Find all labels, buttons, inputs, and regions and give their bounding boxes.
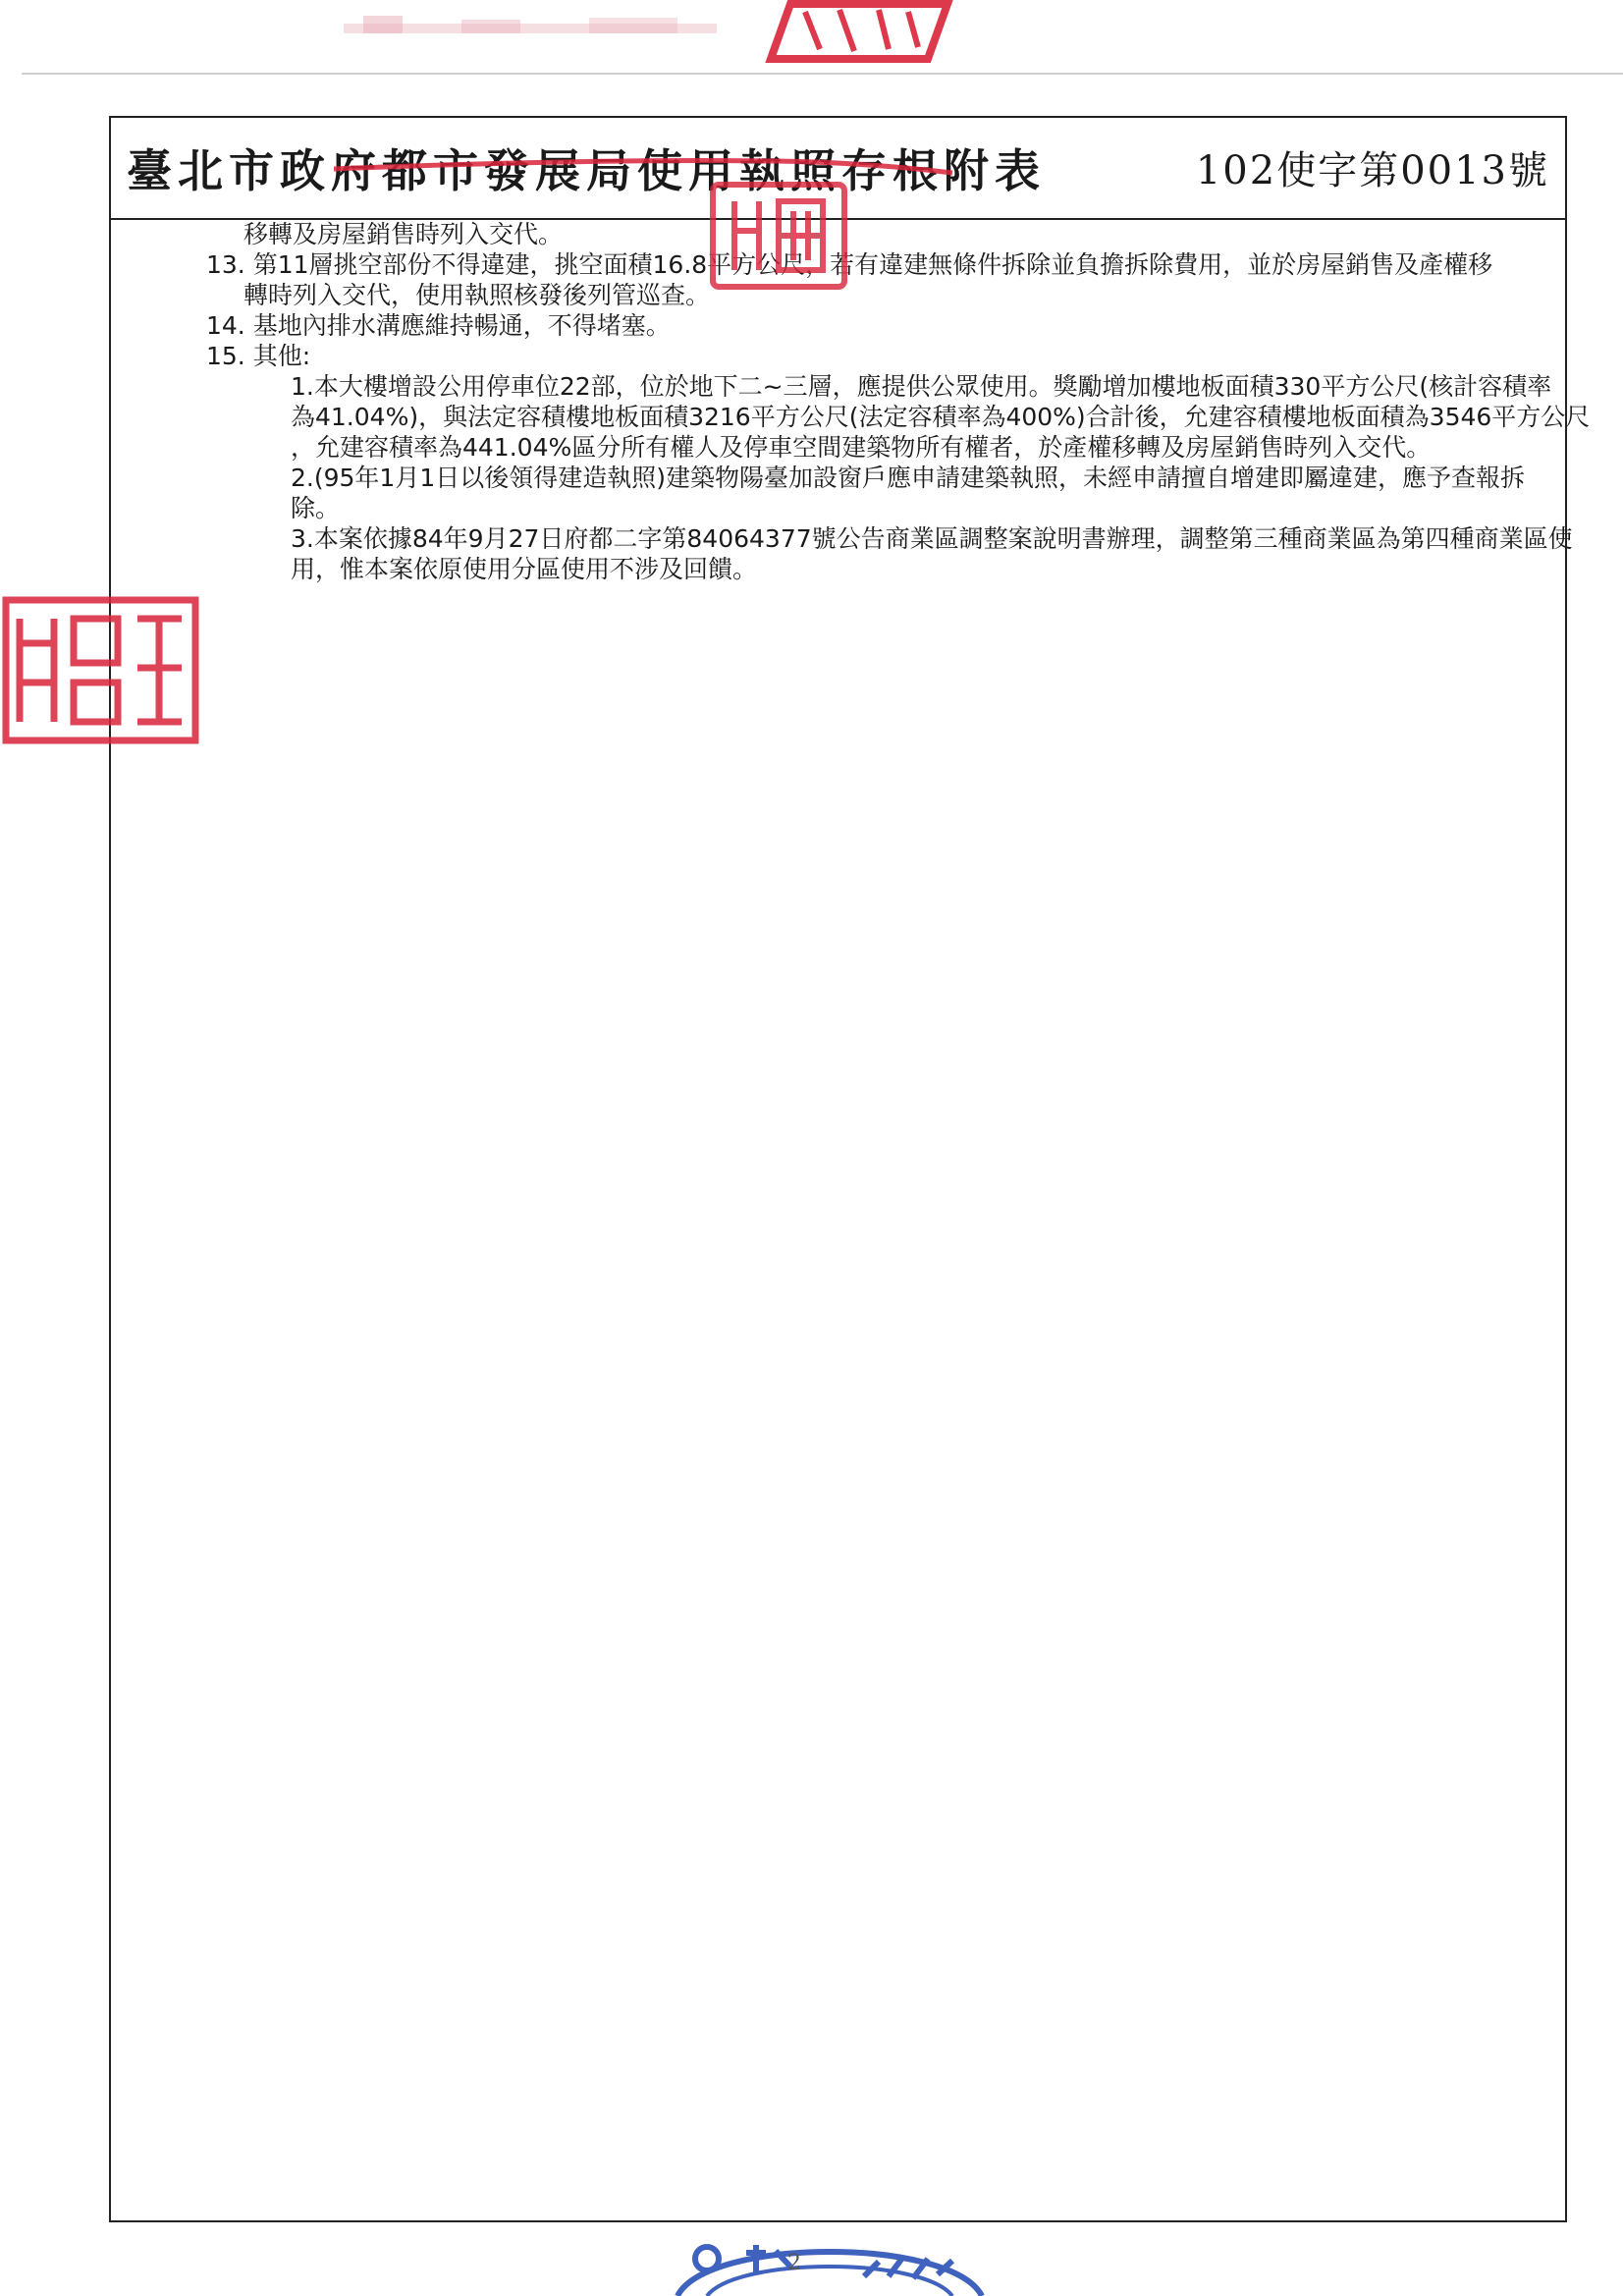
blue-seal-bottom <box>668 2217 992 2296</box>
permit-number: 102使字第0013號 <box>1195 148 1549 193</box>
document-title: 臺北市政府都市發展局使用執照存根附表 <box>127 144 1046 197</box>
text-line: 13. 第11層挑空部份不得違建，挑空面積16.8平方公尺，若有違建無條件拆除並負擔拆除費用，並於房屋銷售及產權移 <box>206 250 1493 279</box>
text-line: 2.(95年1月1日以後領得建造執照)建築物陽臺加設窗戶應申請建築執照，未經申請擅自增建即屬違建，應予查報拆 <box>291 464 1525 492</box>
text-line: 15. 其他: <box>206 342 311 370</box>
text-line: 14. 基地內排水溝應維持暢通，不得堵塞。 <box>206 311 671 340</box>
text-line: 用，惟本案依原使用分區使用不涉及回饋。 <box>291 555 758 583</box>
document-header <box>111 118 1565 220</box>
text-line: 轉時列入交代，使用執照核發後列管巡查。 <box>243 281 711 309</box>
text-line: 移轉及房屋銷售時列入交代。 <box>243 220 564 248</box>
text-line: 1.本大樓增設公用停車位22部，位於地下二~三層，應提供公眾使用。獎勵增加樓地板面積330平方公尺(核計容積率 <box>291 372 1552 401</box>
text-line: ，允建容積率為441.04%區分所有權人及停車空間建築物所有權者，於產權移轉及房屋銷售時列入交代。 <box>291 433 1432 462</box>
text-line: 為41.04%)，與法定容積樓地板面積3216平方公尺(法定容積率為400%)合計後，允建容積樓地板面積為3546平方公尺 <box>291 403 1591 431</box>
document-frame <box>109 116 1591 2222</box>
document-body <box>166 219 1591 584</box>
red-seal-top-fragment <box>761 0 957 65</box>
text-line: 除。 <box>291 494 341 522</box>
page-number: 2 <box>787 2251 801 2275</box>
scan-noise <box>344 10 756 49</box>
text-line: 3.本案依據84年9月27日府都二字第84064377號公告商業區調整案說明書辦理，調整第三種商業區為第四種商業區使 <box>291 524 1573 553</box>
scan-edge-rule <box>22 73 1623 75</box>
